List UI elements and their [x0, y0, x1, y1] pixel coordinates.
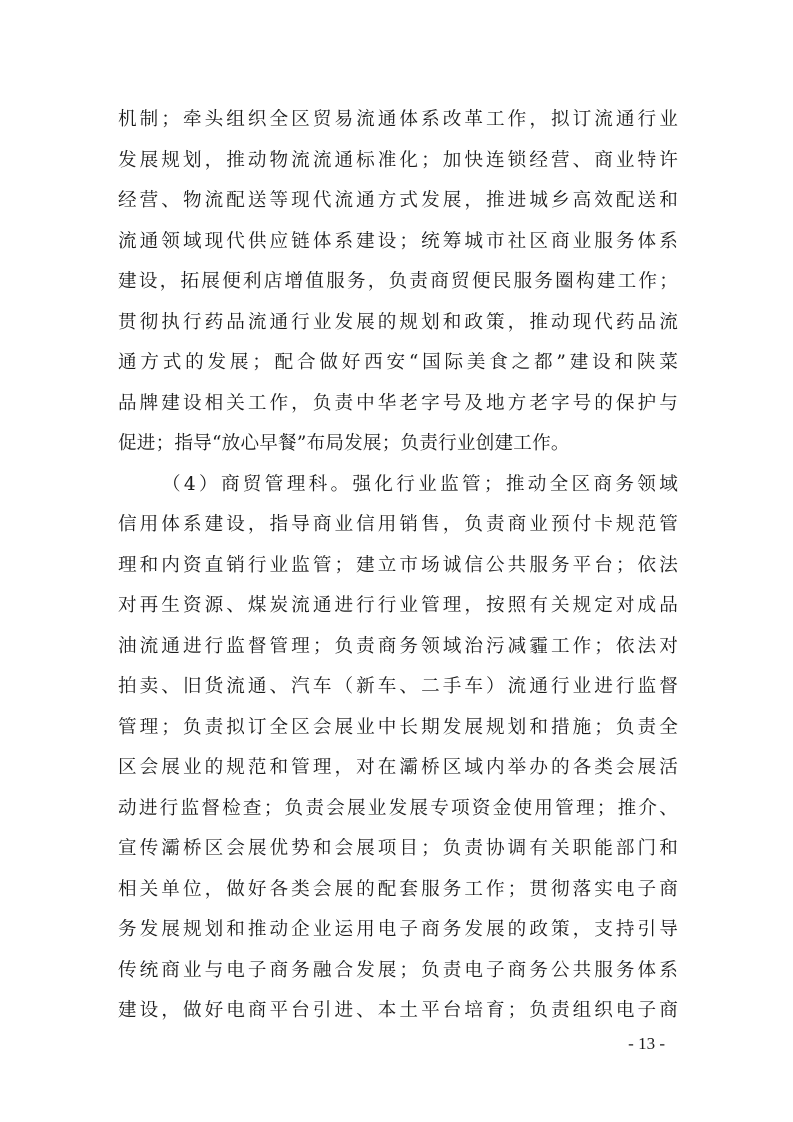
- text-line: 对再生资源、煤炭流通进行行业管理，按照有关规定对成品: [118, 595, 678, 616]
- text-line: 管理；负责拟订全区会展业中长期发展规划和措施；负责全: [118, 716, 678, 738]
- text-line: 信用体系建设，指导商业信用销售，负责商业预付卡规范管: [118, 514, 678, 535]
- text-line: 宣传灞桥区会展优势和会展项目；负责协调有关职能部门和: [118, 838, 678, 859]
- text-line: 品牌建设相关工作，负责中华老字号及地方老字号的保护与: [118, 392, 678, 414]
- text-line: 拍卖、旧货流通、汽车（新车、二手车）流通行业进行监督: [118, 676, 678, 697]
- text-line: 建设，拓展便利店增值服务，负责商贸便民服务圈构建工作；: [118, 271, 678, 292]
- text-line: 动进行监督检查；负责会展业发展专项资金使用管理；推介、: [118, 797, 678, 819]
- text-line: 通方式的发展；配合做好西安“国际美食之都”建设和陕菜: [118, 352, 678, 373]
- text-line: 发展规划，推动物流流通标准化；加快连锁经营、商业特许: [118, 149, 678, 171]
- text-line: 区会展业的规范和管理，对在灞桥区域内举办的各类会展活: [118, 757, 678, 778]
- body-text: [118, 100, 678, 1032]
- text-line: 机制；牵头组织全区贸易流通体系改革工作，拟订流通行业: [118, 109, 678, 130]
- page-number: - 13 -: [628, 1034, 665, 1053]
- text-line: 务发展规划和推动企业运用电子商务发展的政策，支持引导: [118, 919, 678, 940]
- text-line: 流通领域现代供应链体系建设；统筹城市社区商业服务体系: [118, 230, 678, 252]
- text-line: 传统商业与电子商务融合发展；负责电子商务公共服务体系: [118, 959, 678, 981]
- text-line: 贯彻执行药品流通行业发展的规划和政策，推动现代药品流: [118, 311, 678, 333]
- text-line: 促进；指导“放心早餐”布局发展；负责行业创建工作。: [118, 433, 570, 454]
- text-line: 经营、物流配送等现代流通方式发展，推进城乡高效配送和: [118, 190, 678, 211]
- paragraph-1: [118, 100, 678, 465]
- text-line: 油流通进行监督管理；负责商务领域治污减霾工作；依法对: [118, 635, 678, 657]
- paragraph-2: [118, 465, 678, 1032]
- text-line: 相关单位，做好各类会展的配套服务工作；贯彻落实电子商: [118, 878, 678, 900]
- text-line: 建设，做好电商平台引进、本土平台培育；负责组织电子商: [118, 1000, 678, 1021]
- text-line: 理和内资直销行业监管；建立市场诚信公共服务平台；依法: [118, 554, 678, 576]
- section-heading-line: （4）商贸管理科。强化行业监管；推动全区商务领域: [162, 473, 678, 495]
